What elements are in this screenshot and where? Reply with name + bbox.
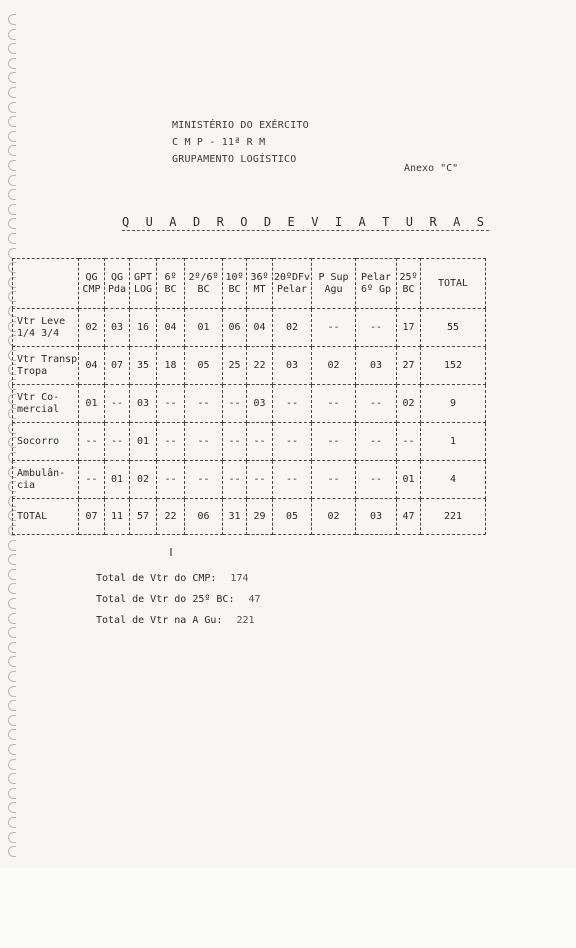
table-cell: 1 bbox=[421, 423, 486, 461]
group-line: GRUPAMENTO LOGÍSTICO bbox=[172, 154, 297, 165]
binder-hole bbox=[8, 29, 16, 40]
table-cell: -- bbox=[223, 423, 247, 461]
table-cell: 01 bbox=[79, 385, 105, 423]
table-cell: -- bbox=[312, 309, 356, 347]
ink-mark bbox=[170, 548, 172, 556]
binder-hole bbox=[8, 14, 16, 25]
column-header: 36º MT bbox=[247, 259, 273, 309]
row-label: Socorro bbox=[13, 423, 79, 461]
binder-hole bbox=[8, 817, 16, 828]
total-cell: 11 bbox=[105, 499, 130, 535]
binder-hole bbox=[8, 145, 16, 156]
total-cell: 02 bbox=[312, 499, 356, 535]
summary-block bbox=[96, 568, 261, 631]
table-cell: 04 bbox=[157, 309, 185, 347]
table-row bbox=[13, 423, 486, 461]
column-header: QG CMP bbox=[79, 259, 105, 309]
total-cell: 31 bbox=[223, 499, 247, 535]
table-cell: 03 bbox=[247, 385, 273, 423]
document-header bbox=[172, 117, 372, 168]
column-header: 20ºDFv Pelar bbox=[273, 259, 312, 309]
table-cell: -- bbox=[79, 461, 105, 499]
table-cell: 01 bbox=[130, 423, 157, 461]
binder-hole bbox=[8, 613, 16, 624]
table-cell: -- bbox=[312, 385, 356, 423]
binder-hole bbox=[8, 744, 16, 755]
binder-hole bbox=[8, 131, 16, 142]
binder-hole bbox=[8, 759, 16, 770]
binder-hole bbox=[8, 204, 16, 215]
summary-label: Total de Vtr do CMP: bbox=[96, 573, 217, 584]
binder-hole bbox=[8, 102, 16, 113]
row-label: Vtr Transp Tropa bbox=[13, 347, 79, 385]
table-cell: 02 bbox=[130, 461, 157, 499]
total-cell: 03 bbox=[356, 499, 397, 535]
total-cell: 57 bbox=[130, 499, 157, 535]
column-header: 6º BC bbox=[157, 259, 185, 309]
table-cell: -- bbox=[105, 385, 130, 423]
binder-hole bbox=[8, 729, 16, 740]
table-cell: 02 bbox=[79, 309, 105, 347]
binder-hole bbox=[8, 58, 16, 69]
column-header: GPT LOG bbox=[130, 259, 157, 309]
command-line: C M P - 11ª R M bbox=[172, 137, 266, 148]
total-cell: 221 bbox=[421, 499, 486, 535]
table-cell: 25 bbox=[223, 347, 247, 385]
column-header: 2º/6º BC bbox=[185, 259, 223, 309]
table-row bbox=[13, 461, 486, 499]
table-header-row bbox=[13, 259, 486, 309]
table-cell: 01 bbox=[397, 461, 421, 499]
total-label: TOTAL bbox=[13, 499, 79, 535]
table-cell: -- bbox=[157, 423, 185, 461]
binder-hole bbox=[8, 569, 16, 580]
summary-label: Total de Vtr do 25º BC: bbox=[96, 594, 235, 605]
total-cell: 07 bbox=[79, 499, 105, 535]
table-body bbox=[13, 309, 486, 535]
summary-value: 221 bbox=[236, 615, 255, 626]
table-cell: 03 bbox=[273, 347, 312, 385]
scan-margin bbox=[0, 868, 576, 948]
table-cell: 06 bbox=[223, 309, 247, 347]
table-cell: 152 bbox=[421, 347, 486, 385]
table-cell: 55 bbox=[421, 309, 486, 347]
binder-hole bbox=[8, 656, 16, 667]
total-cell: 05 bbox=[273, 499, 312, 535]
binder-hole bbox=[8, 189, 16, 200]
binder-hole bbox=[8, 218, 16, 229]
table-cell: 4 bbox=[421, 461, 486, 499]
binder-hole bbox=[8, 175, 16, 186]
header-corner-cell bbox=[13, 259, 79, 309]
binder-hole bbox=[8, 598, 16, 609]
total-cell: 29 bbox=[247, 499, 273, 535]
binder-hole bbox=[8, 233, 16, 244]
binder-hole bbox=[8, 788, 16, 799]
table-cell: -- bbox=[223, 461, 247, 499]
table-cell: 07 bbox=[105, 347, 130, 385]
binder-hole bbox=[8, 700, 16, 711]
column-header: QG Pda bbox=[105, 259, 130, 309]
page-title: Q U A D R O D E V I A T U R A S bbox=[122, 215, 489, 229]
summary-line bbox=[96, 589, 261, 610]
table-cell: 01 bbox=[185, 309, 223, 347]
table-cell: -- bbox=[223, 385, 247, 423]
table-row bbox=[13, 385, 486, 423]
table-cell: -- bbox=[356, 309, 397, 347]
summary-value: 174 bbox=[230, 573, 249, 584]
annex-label: Anexo "C" bbox=[404, 163, 459, 174]
binder-hole bbox=[8, 160, 16, 171]
table-cell: -- bbox=[157, 385, 185, 423]
table-cell: 04 bbox=[247, 309, 273, 347]
table-cell: 04 bbox=[79, 347, 105, 385]
table-row bbox=[13, 347, 486, 385]
binder-hole bbox=[8, 715, 16, 726]
total-cell: 06 bbox=[185, 499, 223, 535]
table-cell: 22 bbox=[247, 347, 273, 385]
table-cell: -- bbox=[273, 461, 312, 499]
binder-hole bbox=[8, 540, 16, 551]
ministry-line: MINISTÉRIO DO EXÉRCITO bbox=[172, 120, 309, 131]
binder-hole bbox=[8, 627, 16, 638]
table-cell: 03 bbox=[130, 385, 157, 423]
table-cell: -- bbox=[105, 423, 130, 461]
table-cell: 02 bbox=[273, 309, 312, 347]
summary-line bbox=[96, 568, 261, 589]
table-cell: 03 bbox=[356, 347, 397, 385]
binder-hole bbox=[8, 72, 16, 83]
table-cell: 17 bbox=[397, 309, 421, 347]
binder-hole bbox=[8, 554, 16, 565]
binder-hole bbox=[8, 773, 16, 784]
summary-label: Total de Vtr na A Gu: bbox=[96, 615, 223, 626]
table-cell: -- bbox=[273, 423, 312, 461]
table-cell: 02 bbox=[312, 347, 356, 385]
table-cell: 27 bbox=[397, 347, 421, 385]
table-cell: 9 bbox=[421, 385, 486, 423]
table-cell: -- bbox=[247, 423, 273, 461]
table-cell: -- bbox=[185, 461, 223, 499]
table-cell: 35 bbox=[130, 347, 157, 385]
column-header: 10º BC bbox=[223, 259, 247, 309]
table-cell: -- bbox=[185, 385, 223, 423]
table-cell: -- bbox=[247, 461, 273, 499]
table-cell: -- bbox=[312, 461, 356, 499]
table-cell: 16 bbox=[130, 309, 157, 347]
table-cell: -- bbox=[79, 423, 105, 461]
binder-hole bbox=[8, 116, 16, 127]
row-label: Vtr Co- mercial bbox=[13, 385, 79, 423]
binder-hole bbox=[8, 802, 16, 813]
table-cell: -- bbox=[356, 461, 397, 499]
row-label: Ambulân- cia bbox=[13, 461, 79, 499]
table-cell: 03 bbox=[105, 309, 130, 347]
table-cell: -- bbox=[397, 423, 421, 461]
binder-hole bbox=[8, 642, 16, 653]
binder-hole bbox=[8, 43, 16, 54]
table-cell: 18 bbox=[157, 347, 185, 385]
table-cell: 02 bbox=[397, 385, 421, 423]
total-row bbox=[13, 499, 486, 535]
column-header: P Sup Agu bbox=[312, 259, 356, 309]
binder-hole bbox=[8, 87, 16, 98]
column-header: Pelar 6º Gp bbox=[356, 259, 397, 309]
table-cell: -- bbox=[273, 385, 312, 423]
total-cell: 22 bbox=[157, 499, 185, 535]
binder-hole bbox=[8, 846, 16, 857]
column-header: TOTAL bbox=[421, 259, 486, 309]
table-cell: 01 bbox=[105, 461, 130, 499]
row-label: Vtr Leve 1/4 3/4 bbox=[13, 309, 79, 347]
table-cell: 05 bbox=[185, 347, 223, 385]
vehicle-table bbox=[12, 258, 486, 535]
binder-hole bbox=[8, 583, 16, 594]
table-cell: -- bbox=[185, 423, 223, 461]
column-header: 25º BC bbox=[397, 259, 421, 309]
table-row bbox=[13, 309, 486, 347]
summary-line bbox=[96, 610, 261, 631]
binder-hole bbox=[8, 832, 16, 843]
table-cell: -- bbox=[312, 423, 356, 461]
binder-hole bbox=[8, 671, 16, 682]
table-cell: -- bbox=[356, 385, 397, 423]
table-cell: -- bbox=[157, 461, 185, 499]
table-cell: -- bbox=[356, 423, 397, 461]
total-cell: 47 bbox=[397, 499, 421, 535]
binder-hole bbox=[8, 686, 16, 697]
summary-value: 47 bbox=[248, 594, 261, 605]
